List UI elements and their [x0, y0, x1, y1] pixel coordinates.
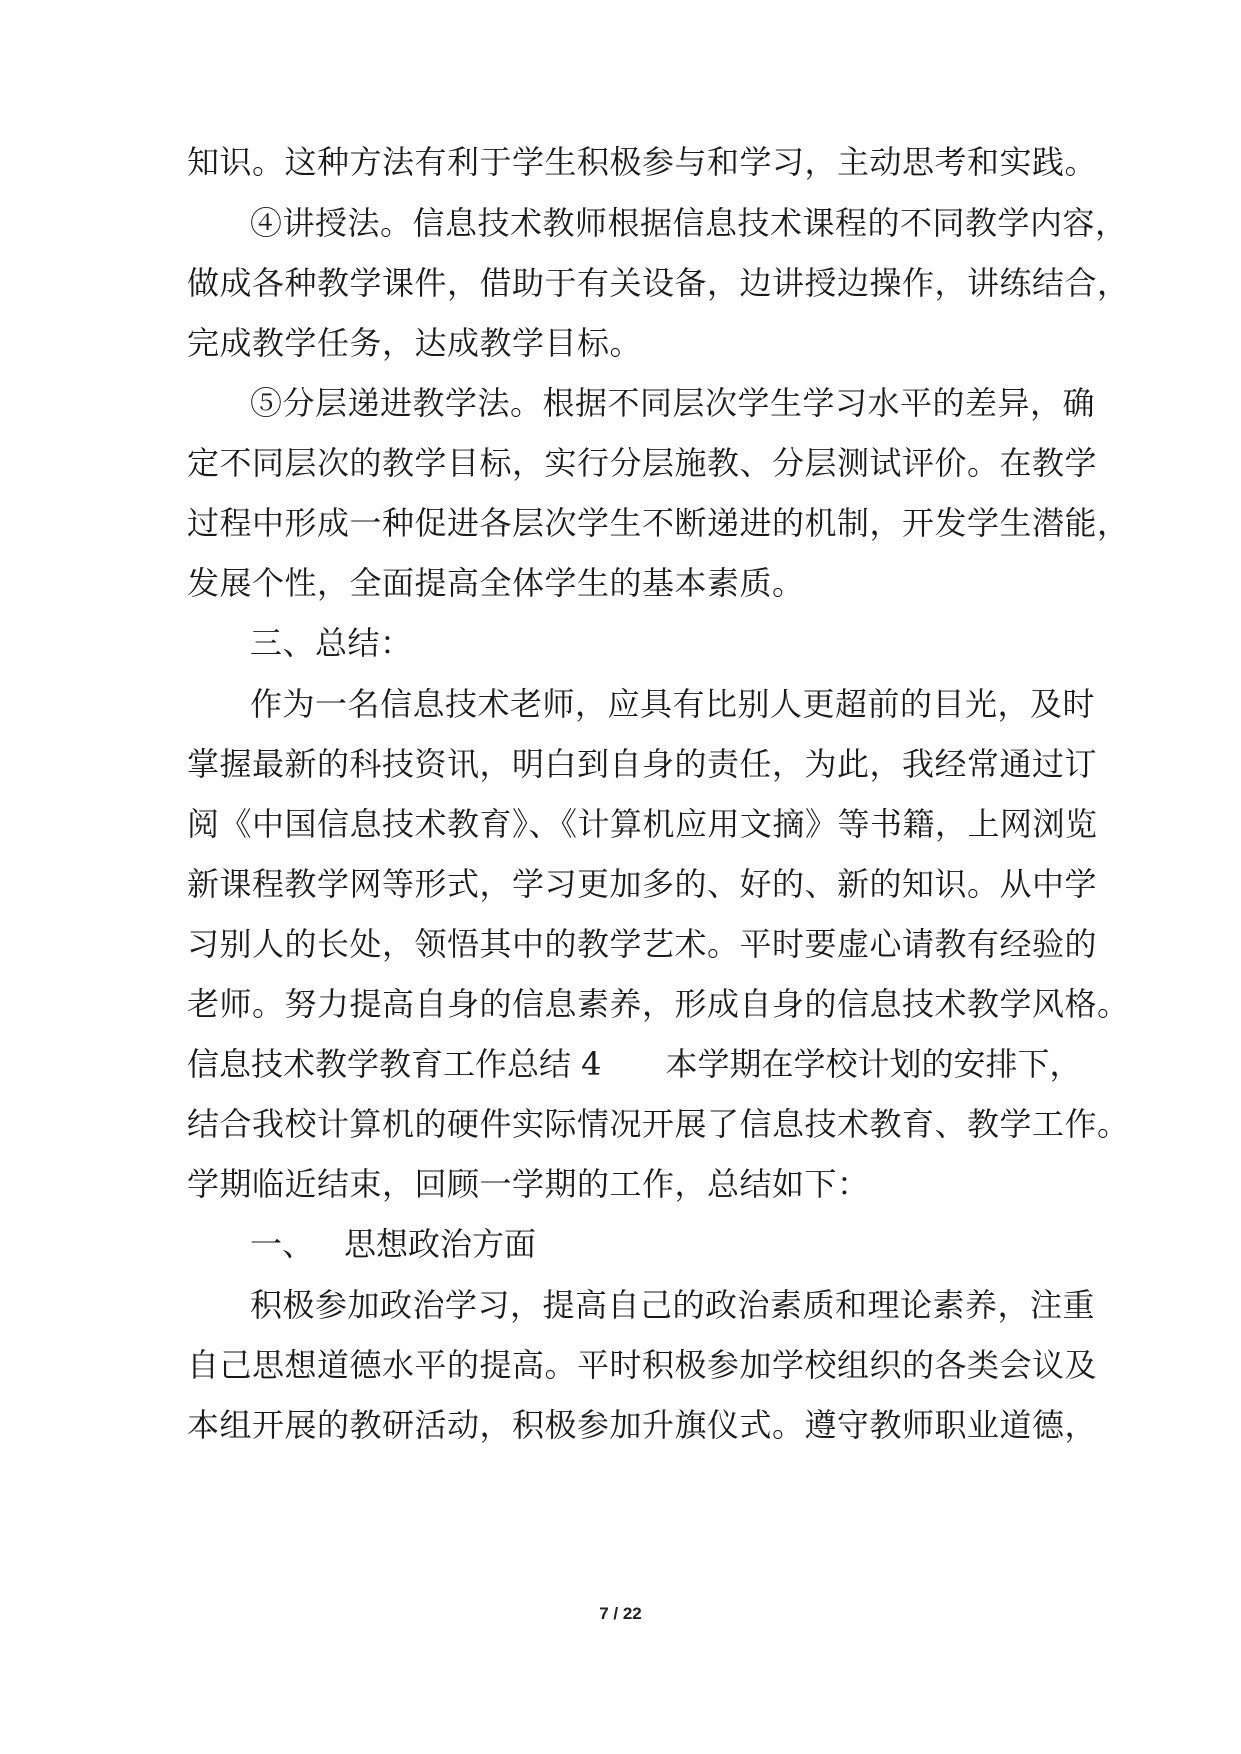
text-line: 做成各种教学课件，借助于有关设备，边讲授边操作，讲练结合， — [187, 264, 1130, 302]
text-line: 完成教学任务，达成教学目标。 — [187, 324, 643, 362]
text-line: 发展个性，全面提高全体学生的基本素质。 — [187, 564, 805, 602]
text-line: 结合我校计算机的硬件实际情况开展了信息技术教育、教学工作。 — [187, 1105, 1130, 1143]
text-line: 自己思想道德水平的提高。平时积极参加学校组织的各类会议及 — [187, 1346, 1098, 1384]
subheading-text: 思想政治方面 — [344, 1225, 537, 1263]
text-line: ④讲授法。信息技术教师根据信息技术课程的不同教学内容， — [250, 204, 1128, 242]
text-line: 定不同层次的教学目标，实行分层施教、分层测试评价。在教学 — [187, 444, 1098, 482]
subheading — [250, 1224, 536, 1264]
text-line: 老师。努力提高自身的信息素养，形成自身的信息技术教学风格。 — [187, 985, 1130, 1023]
text-line: 新课程教学网等形式，学习更加多的、好的、新的知识。从中学 — [187, 865, 1098, 903]
text-line: 本组开展的教研活动，积极参加升旗仪式。遵守教师职业道德， — [187, 1406, 1098, 1444]
text-line: 过程中形成一种促进各层次学生不断递进的机制，开发学生潜能， — [187, 504, 1130, 542]
text-line: 阅《中国信息技术教育》、《计算机应用文摘》等书籍，上网浏览 — [187, 805, 1098, 843]
text-line: 学期临近结束，回顾一学期的工作，总结如下： — [187, 1165, 870, 1203]
text-line: 知识。这种方法有利于学生积极参与和学习，主动思考和实践。 — [187, 143, 1098, 181]
text-line: 积极参加政治学习，提高自己的政治素质和理论素养，注重 — [250, 1286, 1096, 1324]
text-line: 习别人的长处，领悟其中的教学艺术。平时要虚心请教有经验的 — [187, 925, 1098, 963]
text-line: ⑤分层递进教学法。根据不同层次学生学习水平的差异，确 — [250, 384, 1096, 422]
subheading-number: 一、 — [250, 1225, 315, 1263]
text-line: 掌握最新的科技资讯，明白到自身的责任，为此，我经常通过订 — [187, 745, 1098, 783]
section-heading: 三、总结： — [250, 624, 413, 662]
text-line: 作为一名信息技术老师，应具有比别人更超前的目光，及时 — [250, 685, 1096, 723]
section-title: 信息技术教学教育工作总结 4 — [187, 1045, 602, 1083]
text-line: 本学期在学校计划的安排下， — [665, 1045, 1082, 1083]
page-number: 7 / 22 — [599, 1604, 642, 1623]
section-title-row — [187, 1044, 1087, 1084]
